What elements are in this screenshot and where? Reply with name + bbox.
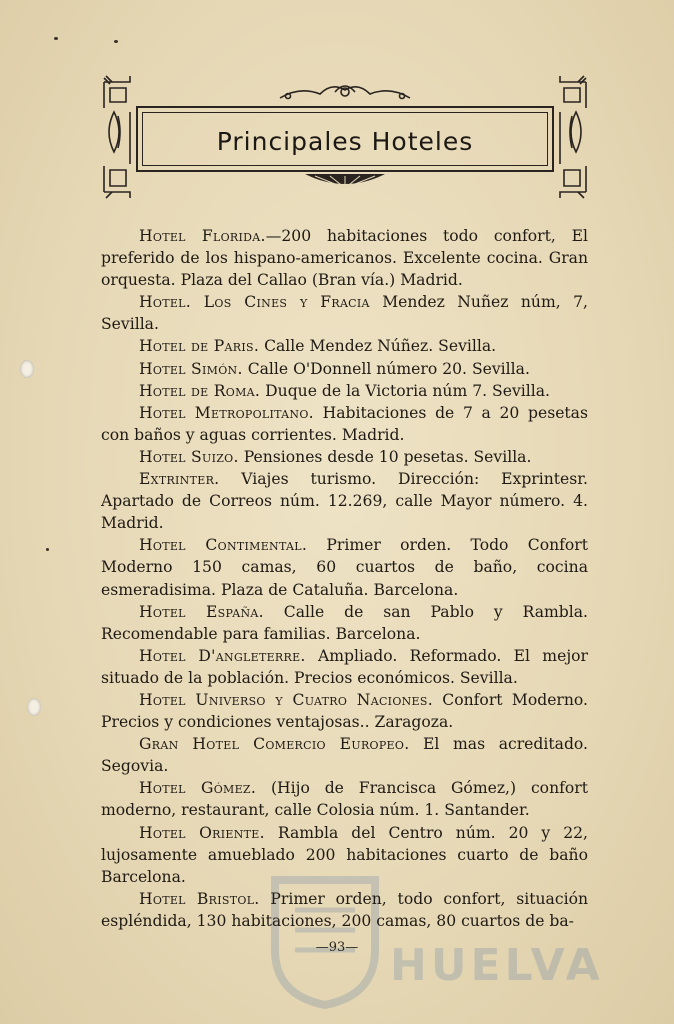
list-item [101,733,588,777]
hotel-description: Viajes turismo. Dirección: Exprintesr. Apartado de Correos núm. 12.269, calle Mayor número. 4. Madrid. [101,470,588,533]
hotel-description: Habitaciones de 7 a 20 pesetas con baños y aguas corrientes. Madrid. [101,403,588,444]
list-item [101,645,588,689]
list-item [101,335,588,357]
hotel-description: Calle de san Pablo y Rambla. Recomendable para familias. Barcelona. [101,602,588,643]
hotel-description: Ampliado. Reformado. El mejor situado de la población. Precios económicos. Sevilla. [101,646,589,687]
hotel-name: Hotel Florida. [139,227,266,245]
list-item [101,446,588,468]
page-number: —93— [315,940,359,955]
list-item [101,888,588,932]
list-item [101,402,588,446]
hotel-name: Hotel D'angleterre. [139,646,306,665]
list-item [101,777,588,821]
hotel-description: Rambla del Centro núm. 20 y 22, lujosamente amueblado 200 habitaciones cuarto de baño Barcelona. [101,823,589,886]
list-item [101,468,588,534]
hotel-description: Confort Moderno. Precios y condiciones ventajosas.. Zaragoza. [101,690,588,732]
hotel-name: Hotel Gómez. [139,779,257,798]
list-item [101,291,588,335]
hotel-name: Hotel Simón. [139,359,243,378]
hotel-list [101,225,588,932]
ink-speck [54,37,58,40]
hotel-name: Hotel Contimental. [139,536,308,555]
hotel-description: Calle Mendez Núñez. Sevilla. [259,337,497,356]
ink-speck [46,548,49,551]
punch-hole-bottom [27,698,41,716]
hotel-description: —200 habitaciones todo confort, El preferido de los hispano-americanos. Excelente cocina. Gran orquesta. Plaza del Callao (Bran vía.) Madrid. [101,227,588,290]
hotel-description: Duque de la Victoria núm 7. Sevilla. [260,381,550,400]
hotel-description: Primer orden. Todo Confort Moderno 150 camas, 60 cuartos de baño, cocina esmeradisima. Plaza de Cataluña. Barcelona. [101,536,588,599]
hotel-description: El mas acreditado. Segovia. [101,735,588,776]
hotel-description: Mendez Nuñez núm, 7, Sevilla. [101,293,588,334]
hotel-name: Hotel Universo y Cuatro Naciones. [139,690,433,709]
list-item [101,601,588,645]
list-item [101,534,588,600]
hotel-name: Gran Hotel Comercio Europeo. [139,735,410,754]
ink-speck [114,40,118,43]
list-item [101,358,588,380]
hotel-name: Hotel España. [139,602,264,621]
title-frame [136,106,554,172]
list-item [101,822,588,888]
hotel-description: Primer orden, todo confort, situación espléndida, 130 habitaciones, 200 camas, 80 cuartos de ba- [101,889,589,930]
page-title: Principales Hoteles [216,126,474,156]
hotel-description: Pensiones desde 10 pesetas. Sevilla. [238,447,532,466]
list-item [101,380,588,402]
hotel-name: Hotel Bristol. [139,889,260,908]
watermark-text: HUELVA [390,940,604,991]
list-item [101,225,588,291]
hotel-name: Extrinter. [139,470,220,489]
title-ornament [100,72,590,202]
hotel-name: Hotel Suizo. [139,447,239,466]
hotel-name: Hotel de Paris. [139,337,260,356]
punch-hole-top [20,360,34,378]
hotel-name: Hotel Metropolitano. [139,403,314,422]
hotel-description: (Hijo de Francisca Gómez,) confort moderno, restaurant, calle Colosia núm. 1. Santander. [101,779,588,820]
hotel-description: Calle O'Donnell número 20. Sevilla. [242,359,530,378]
hotel-name: Hotel. Los Cines y Fracia [139,293,370,312]
hotel-name: Hotel de Roma. [139,381,261,400]
list-item [101,689,588,733]
hotel-name: Hotel Oriente. [139,823,265,842]
